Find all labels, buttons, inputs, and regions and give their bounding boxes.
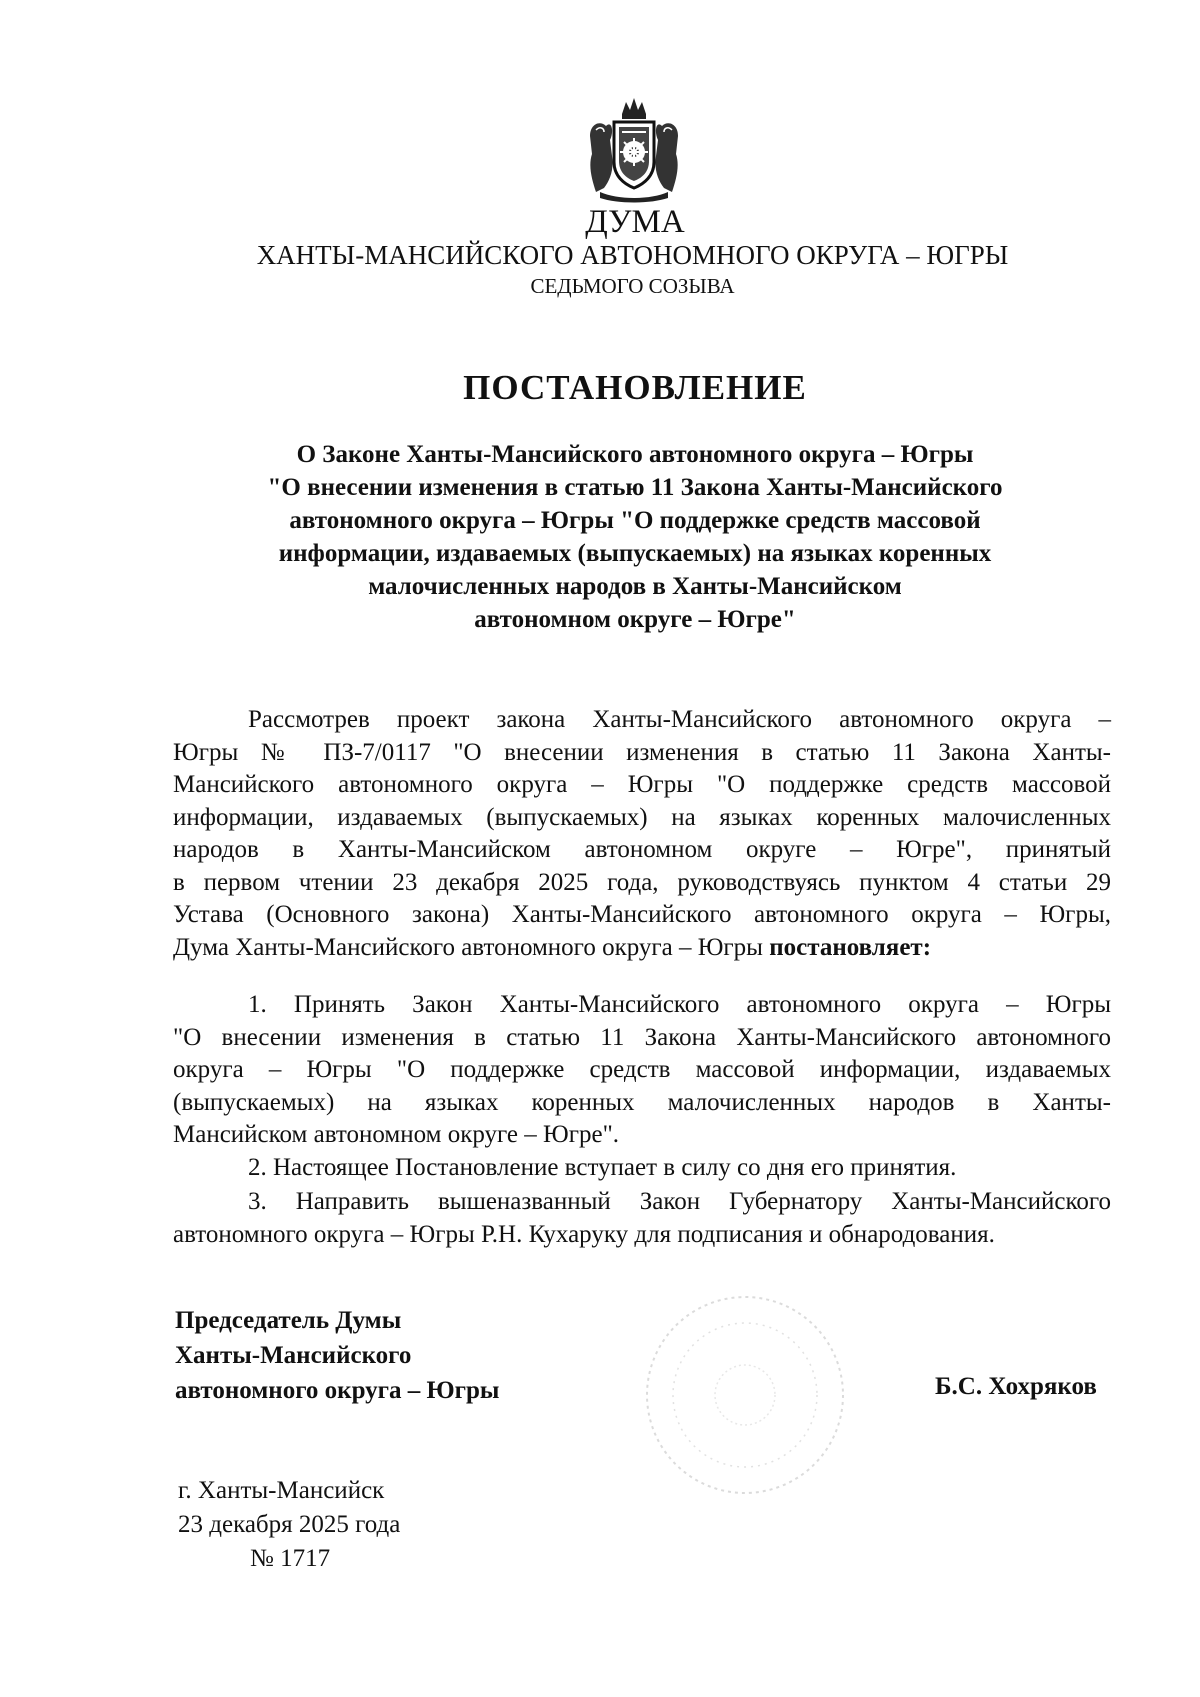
item-3-line: автономного округа – Югры Р.Н. Кухаруку для подписания и обнародования. — [173, 1220, 995, 1248]
signer-title-line: автономного округа – Югры — [175, 1377, 500, 1404]
subject-line: О Законе Ханты-Мансийского автономного округа – Югры — [296, 441, 974, 468]
intro-line: в первом чтении 23 декабря 2025 года, руководствуясь пунктом 4 статьи 29 — [173, 868, 1111, 896]
subject-line: малочисленных народов в Ханты-Мансийском — [368, 573, 902, 600]
intro-last-text: Дума Ханты-Мансийского автономного округа – Югры — [173, 933, 763, 961]
org-name: ДУМА — [585, 204, 685, 240]
item-1-line: "О внесении изменения в статью 11 Закона Ханты-Мансийского автономного — [173, 1023, 1111, 1051]
subject-line: "О внесении изменения в статью 11 Закона Ханты-Мансийского — [267, 474, 1003, 501]
signer-title-line: Ханты-Мансийского — [175, 1342, 412, 1369]
item-1-line: округа – Югры "О поддержке средств массовой информации, издаваемых — [173, 1056, 1111, 1083]
item-1-line: (выпускаемых) на языках коренных малочисленных народов в Ханты- — [173, 1088, 1111, 1116]
signer-name: Б.С. Хохряков — [935, 1373, 1097, 1400]
intro-line: народов в Ханты-Мансийском автономном округе – Югре", принятый — [173, 836, 1111, 863]
item-2 — [173, 1152, 1111, 1185]
document-number: № 1717 — [250, 1545, 331, 1572]
item-1-line: Мансийском автономном округе – Югре". — [173, 1121, 620, 1148]
subject-line: автономном округе – Югре" — [474, 606, 796, 633]
place-date-number — [178, 1474, 400, 1576]
subject-line: информации, издаваемых (выпускаемых) на языках коренных — [278, 540, 992, 567]
item-1 — [173, 989, 1111, 1152]
intro-line — [173, 932, 1111, 965]
item-2-line: 2. Настоящее Постановление вступает в силу со дня его принятия. — [248, 1154, 957, 1181]
document-subject — [200, 438, 1070, 636]
intro-line: Мансийского автономного округа – Югры "О поддержке средств массовой — [173, 771, 1111, 798]
city: г. Ханты-Мансийск — [178, 1477, 385, 1504]
subject-line: автономного округа – Югры "О поддержке средств массовой — [289, 507, 981, 534]
intro-line: информации, издаваемых (выпускаемых) на языках коренных малочисленных — [173, 803, 1111, 831]
convocation: СЕДЬМОГО СОЗЫВА — [530, 274, 735, 298]
date: 23 декабря 2025 года — [178, 1511, 401, 1538]
org-region: ХАНТЫ-МАНСИЙСКОГО АВТОНОМНОГО ОКРУГА – ЮГРЫ — [256, 240, 1009, 270]
item-1-line: 1. Принять Закон Ханты-Мансийского автономного округа – Югры — [248, 991, 1111, 1018]
intro-line: Устава (Основного закона) Ханты-Мансийского автономного округа – Югры, — [173, 901, 1111, 928]
resolution-verb: постановляет: — [769, 933, 932, 961]
signer-title — [175, 1303, 499, 1408]
intro-paragraph — [173, 704, 1111, 964]
item-3 — [173, 1186, 1111, 1251]
intro-line: Югры № ПЗ-7/0117 "О внесении изменения в статью 11 Закона Ханты- — [173, 738, 1111, 766]
intro-line: Рассмотрев проект закона Ханты-Мансийского автономного округа – — [248, 706, 1111, 733]
item-3-line: 3. Направить вышеназванный Закон Губернатору Ханты-Мансийского — [248, 1188, 1111, 1215]
seal-stamp-icon — [640, 1290, 850, 1500]
signer-title-line: Председатель Думы — [175, 1307, 402, 1334]
coat-of-arms-icon — [584, 96, 684, 204]
document-type: ПОСТАНОВЛЕНИЕ — [463, 368, 807, 407]
